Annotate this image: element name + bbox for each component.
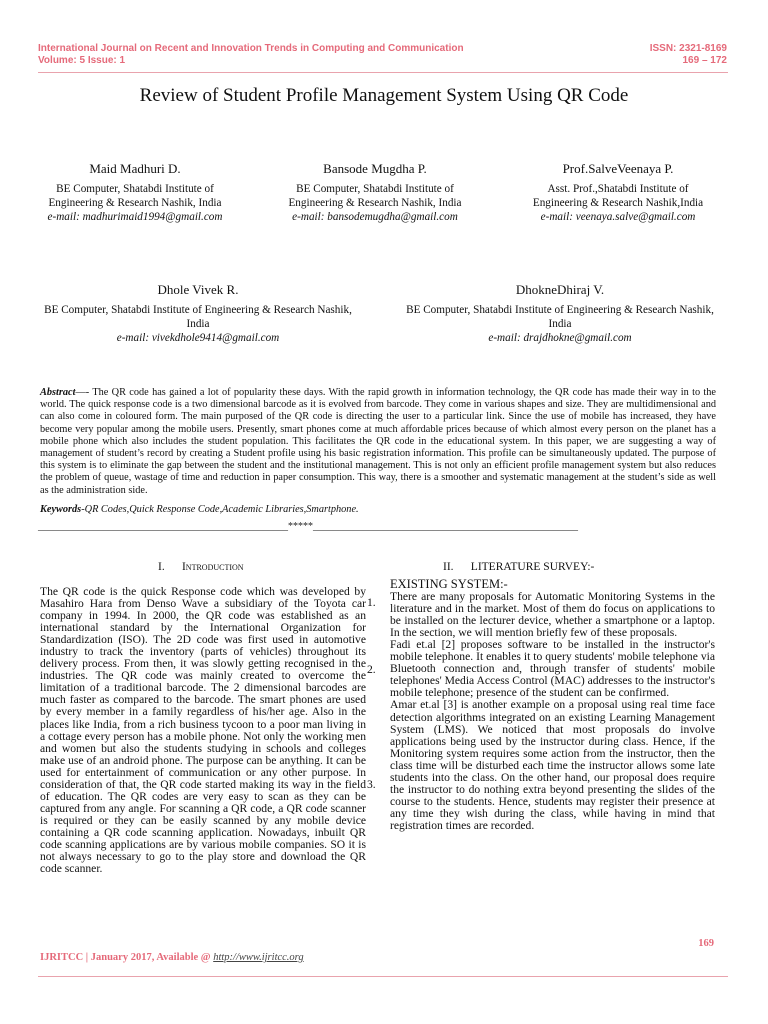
author-affiliation: BE Computer, Shatabdi Institute of Engineering & Research Nashik, India bbox=[48, 183, 222, 209]
journal-name: International Journal on Recent and Innovation Trends in Computing and Communication bbox=[38, 43, 464, 54]
introduction-body bbox=[40, 586, 366, 875]
footer-rule bbox=[38, 976, 728, 977]
keywords bbox=[40, 504, 359, 515]
author-email: e-mail: bansodemugdha@gmail.com bbox=[292, 211, 458, 223]
subsection-title: EXISTING SYSTEM:- bbox=[390, 577, 508, 591]
list-number: 3. bbox=[367, 778, 376, 791]
journal-pages: 169 – 172 bbox=[682, 55, 727, 66]
abstract-label: Abstract bbox=[40, 387, 76, 398]
section-title: LITERATURE SURVEY:- bbox=[470, 561, 595, 573]
author-name: Dhole Vivek R. bbox=[157, 282, 239, 297]
journal-website-link[interactable]: http://www.ijritcc.org bbox=[213, 952, 304, 963]
author-block-1 bbox=[40, 162, 230, 224]
abstract-dash: —- bbox=[75, 387, 90, 398]
paragraph: Amar et.al [3] is another example on a proposal using real time face detection algorithms integrated on an existing Learning Management System (LMS). We noticed that most proposals do involve applications being used by the instructor during class. Hence, if the Monitoring system requires some action from the instructor, then the class time will be disturbed each time the instructor allows some late students into the class. On the other hand, our proposal does require the instructor to do nothing extra beyond presenting the slides of the course to the students. Hence, students may register their presence at any time they wish during the class, while having in mind that registration times are recorded. bbox=[390, 698, 715, 832]
journal-issn: ISSN: 2321-8169 bbox=[649, 43, 727, 54]
author-block-5 bbox=[398, 283, 722, 345]
section-heading-literature-survey bbox=[443, 561, 594, 573]
author-name: Maid Madhuri D. bbox=[89, 161, 181, 176]
footer-label: IJRITCC | January 2017, Available @ bbox=[40, 952, 214, 963]
list-number: 1. bbox=[367, 596, 376, 609]
section-number: II. bbox=[443, 561, 454, 573]
author-email: e-mail: drajdhokne@gmail.com bbox=[488, 332, 632, 344]
keywords-text: -QR Codes,Quick Response Code,Academic Libraries,Smartphone. bbox=[81, 504, 359, 515]
section-title: Introduction bbox=[181, 561, 244, 573]
paper-title: Review of Student Profile Management System Using QR Code bbox=[139, 85, 629, 106]
author-email: e-mail: veenaya.salve@gmail.com bbox=[540, 211, 696, 223]
paragraph: Fadi et.al [2] proposes software to be installed in the instructor's mobile telephone. It enables it to query students' mobile telephone via Bluetooth connection and, through transfer of students' mobile telephones' Media Access Control (MAC) addresses to the instructor's mobile telephone; presence of the student can be confirmed. bbox=[390, 638, 715, 700]
footer-text bbox=[40, 952, 304, 963]
author-email: e-mail: madhurimaid1994@gmail.com bbox=[47, 211, 223, 223]
page-number: 169 bbox=[698, 938, 714, 949]
paragraph: There are many proposals for Automatic Monitoring Systems in the literature and in the market. Most of them do focus on applications to be installed on the lecturer device, whether a smartphone or a laptop. In the section, we will mention briefly few of these proposals. bbox=[390, 590, 715, 640]
journal-volume: Volume: 5 Issue: 1 bbox=[38, 55, 126, 66]
abstract-text: The QR code has gained a lot of popularity these days. With the rapid growth in information technology, the QR code has made their way in to the world. The quick response code is a two dimensional barcode as it is evolved from barcode. They come in various shapes and size. They are multidimensional and can also come in coloured form. The main purposed of the QR code is directing the user to a particular link. Since the use of mobile has increased, they have become very popular among the mobile users. Presently, smart phones come at much affordable prices because of which almost every person on the planet has a mobile phone which also includes the student population. This facilitates the QR code in the educational system. In this paper, we are suggesting a way of management of student’s record by creating a Student profile using his basic registration information. This profile can be simultaneously updated. The purpose of this system is to eliminate the gap between the student and the institutional management. This is not only an efficient profile management system but also reduces the problem of queue, wastage of time and reduction in paper consumption. This way, there is a smoother and systematic management at the student’s side as well as the administration side. bbox=[40, 387, 716, 496]
section-heading-introduction bbox=[158, 561, 244, 573]
author-name: Bansode Mugdha P. bbox=[323, 161, 427, 176]
keywords-label: Keywords bbox=[40, 504, 82, 515]
author-block-3 bbox=[523, 162, 713, 224]
author-affiliation: BE Computer, Shatabdi Institute of Engineering & Research Nashik, India bbox=[406, 304, 714, 330]
author-affiliation: BE Computer, Shatabdi Institute of Engineering & Research Nashik, India bbox=[288, 183, 462, 209]
author-name: DhokneDhiraj V. bbox=[515, 282, 605, 297]
author-affiliation: Asst. Prof.,Shatabdi Institute of Engineering & Research Nashik,India bbox=[532, 183, 704, 209]
author-email: e-mail: vivekdhole9414@gmail.com bbox=[116, 332, 280, 344]
section-separator: __________________________________________________*****_____________________________________________________ bbox=[38, 521, 578, 532]
author-block-2 bbox=[280, 162, 470, 224]
abstract bbox=[40, 387, 716, 497]
literature-survey-body bbox=[390, 578, 715, 832]
paragraph: The QR code is the quick Response code which was developed by Masahiro Hara from Denso Wave a subsidiary of the Toyota car company in 1994. In 2000, the QR code was established as an international standard by the International Organization for Standardization (ISO). The 2D code was first used in automotive industry to track the inventory (parts of vehicles) throughout its delivery process. From then, it was slowly getting recognised in the industries. The QR code was mainly created to overcome the limitation of a traditional barcode. The 2 dimensional barcodes are much faster as compared to the barcode. The smart phones are used by every member in a family regardless of his/her age. Also in the places like India, from a rich business tycoon to a poor man living in a cottage every person has a mobile phone. Not only the working men and women but also the students studying in schools and colleges make use of an android phone. The purpose can be anything. It can be used for entertainment of communication or any other purpose. In consideration of that, the QR code started making its way in the field of education. The QR codes are very easy to scan as they can be captured from any angle. For scanning a QR code, a QR code scanner is required or they can be easily scanned by any mobile device containing a QR code scanning application. Nowadays, inbuilt QR code scanning applications are by various mobile companies. SO it is not always necessary to go to the play store and download the QR code scanner. bbox=[40, 585, 366, 876]
author-block-4 bbox=[38, 283, 358, 345]
author-name: Prof.SalveVeenaya P. bbox=[562, 161, 674, 176]
author-affiliation: BE Computer, Shatabdi Institute of Engineering & Research Nashik, India bbox=[44, 304, 352, 330]
header-rule bbox=[38, 72, 728, 73]
list-number: 2. bbox=[367, 663, 376, 676]
section-number: I. bbox=[158, 561, 165, 573]
